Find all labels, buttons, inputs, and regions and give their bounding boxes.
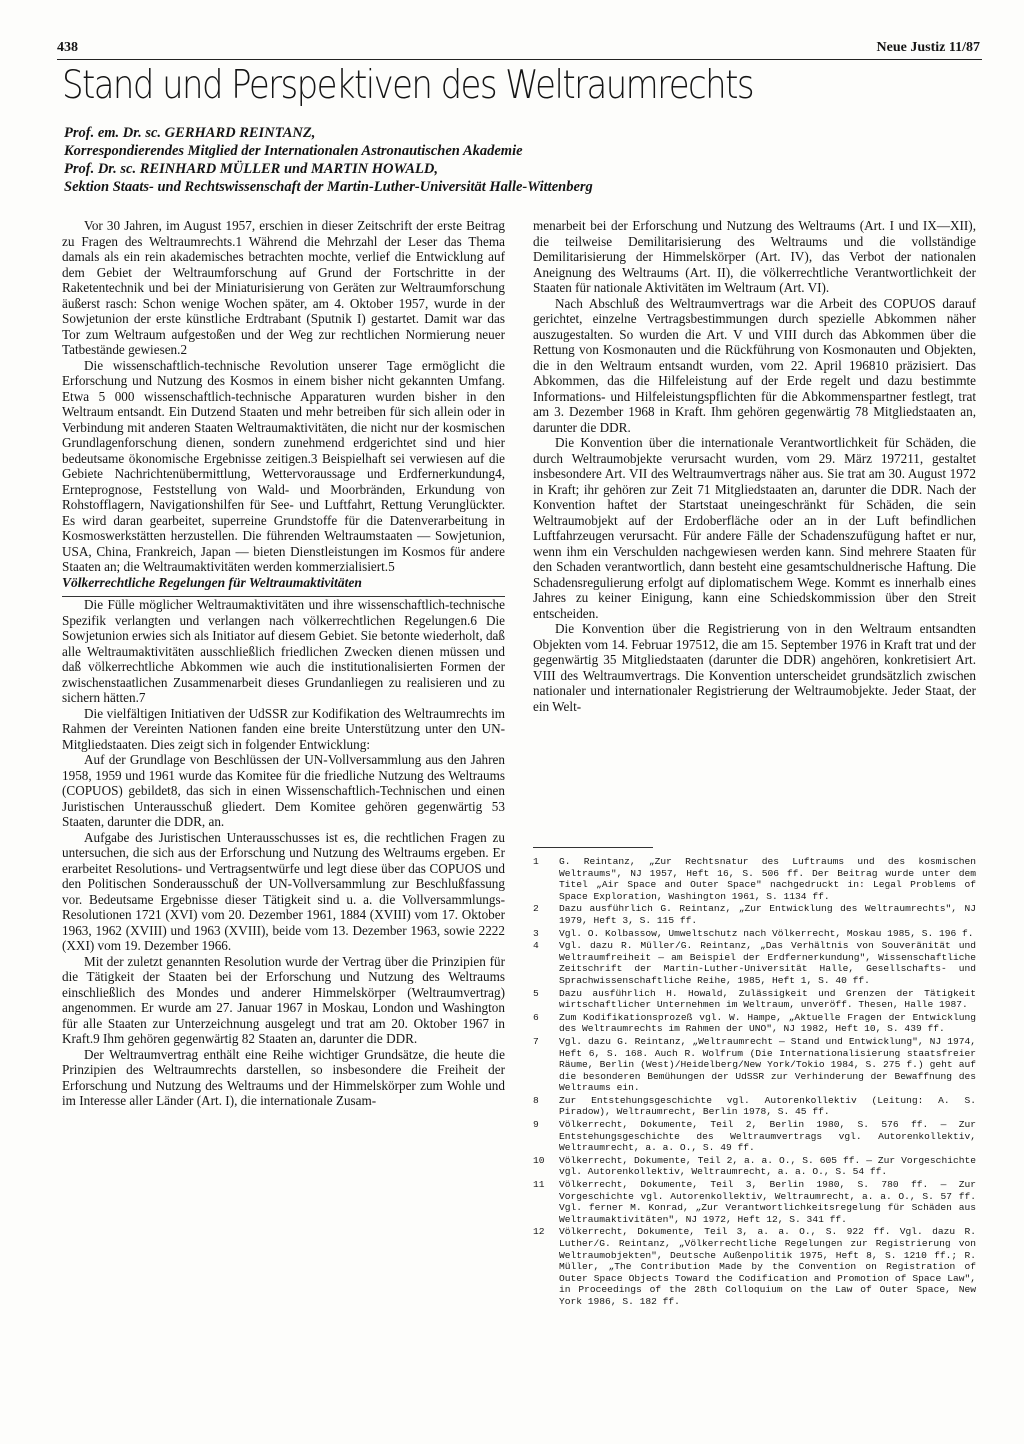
footnotes — [533, 856, 976, 1309]
paragraph: Der Weltraumvertrag enthält eine Reihe wichtiger Grundsätze, die heute die Prinzipien des Weltraumrechts darstellen, so insbesondere die Freiheit der Erforschung und Nutzung des Weltraums und der Himmelskörper zum Wohle und im Interesse aller Länder (Art. I), die internationale Zusam- — [62, 1046, 505, 1108]
footnote-text: Völkerrecht, Dokumente, Teil 2, Berlin 1980, S. 576 ff. — Zur Entstehungsgeschichte des Weltraumvertrags vgl. Autorenkollektiv, Weltraumrecht, a. a. O., S. 49 ff. — [559, 1119, 976, 1154]
journal-reference: Neue Justiz 11/87 — [876, 40, 980, 55]
right-column — [533, 218, 976, 714]
footnote-text: G. Reintanz, „Zur Rechtsnatur des Luftraums und des kosmischen Weltraums", NJ 1957, Heft 16, S. 506 ff. Der Beitrag wurde unter dem Titel „Air Space and Outer Space" nachgedruckt in: Legal Problems of Space Exploration, Washington 1961, S. 1134 ff. — [559, 856, 976, 902]
footnote-text: Vgl. O. Kolbassow, Umweltschutz nach Völkerrecht, Moskau 1985, S. 196 f. — [559, 927, 974, 939]
footnote — [533, 903, 976, 926]
footnote — [533, 940, 976, 986]
footnote-text: Völkerrecht, Dokumente, Teil 3, Berlin 1980, S. 780 ff. — Zur Vorgeschichte vgl. Autorenkollektiv, Weltraumrecht, a. a. O., S. 57 ff. Vgl. ferner M. Konrad, „Zur Verantwortlichkeitsregelung für Schäden aus Weltraumaktivitäten", NJ 1972, Heft 12, S. 341 ff. — [559, 1179, 976, 1225]
paragraph: Die Fülle möglicher Weltraumaktivitäten und ihre wissenschaftlich-technische Spezifik verlangten und verlangen nach völkerrechtlichen Regelungen.6 Die Sowjetunion erwies sich als Initiator auf diesem Gebiet. Sie betonte wiederholt, daß alle Weltraumaktivitäten ausschließlich friedlichen Zwecken dienen müssen und daß völkerrechtliche Abkommen wie auch die institutionalisierten Formen der zwischenstaatlichen Zusammenarbeit dieses Grundanliegen zu realisieren und zu sichern hätten.7 — [62, 597, 505, 705]
footnote-number: 4 — [533, 940, 539, 952]
paragraph: menarbeit bei der Erforschung und Nutzung des Weltraums (Art. I und IX—XII), die teilweise Demilitarisierung des Weltraums und die vollständige Demilitarisierung der Himmelskörper (Art. IV), das Verbot der nationalen Aneignung des Weltraums (Art. II), die völkerrechtliche Verantwortlichkeit der Staaten für nationale Aktivitäten im Weltraum (Art. VI). — [533, 218, 976, 295]
footnote — [533, 1226, 976, 1307]
article-title: Stand und Perspektiven des Weltraumrechts — [62, 63, 753, 108]
paragraph: Vor 30 Jahren, im August 1957, erschien in dieser Zeitschrift der erste Beitrag zu Fragen des Weltraumrechts.1 Während die Mehrzahl der Leser das Thema damals als ein rein akademisches betrachten mochte, verlief die Entwicklung auf dem Gebiet der Weltraumforschung auf Grund der Fortschritte in der Raketentechnik und bei der Miniaturisierung von Geräten zur Weltraumforschung äußerst rasch: Schon wenige Wochen später, am 4. Oktober 1957, wurde in der Sowjetunion der erste künstliche Erdtrabant (Sputnik I) gestartet. Damit war das Tor zum Weltraum aufgestoßen und der Weg zur rechtlichen Normierung neuer Tatbestände gewiesen.2 — [62, 218, 505, 357]
footnote-number: 8 — [533, 1094, 539, 1106]
paragraph: Die wissenschaftlich-technische Revolution unserer Tage ermöglicht die Erforschung und Nutzung des Kosmos in einem bisher nicht gekannten Umfang. Etwa 5 000 wissenschaftlich-technische Apparaturen wurden bisher in den Weltraum entsandt. Ein Dutzend Staaten und mehr betreiben für sich allein oder in Verbindung mit anderen Staaten Weltraumaktivitäten, die nicht nur der kosmischen Grundlagenforschung dienen, sondern zunehmend erdgerichtet sind und hier bedeutsame ökonomische Ergebnisse zeitigen.3 Beispielhaft sei verwiesen auf die Gebiete Nachrichtenübermittlung, Wettervoraussage und Erdfernerkundung4, Ernteprognose, Feststellung von Wald- und Moorbränden, Erkundung von Rohstofflagern, Navigationshilfen für See- und Luftfahrt, Rettung Verunglückter. Es wird daran gearbeitet, superreine Grundstoffe für die Datenverarbeitung in Kosmoswerkstätten herzustellen. Die führenden Weltraumstaaten — Sowjetunion, USA, China, Frankreich, Japan — bieten Dienstleistungen im Kosmos für andere Staaten an; die Weltraumaktivitäten werden kommerzialisiert.5 — [62, 357, 505, 574]
footnote — [533, 1012, 976, 1035]
footnote-number: 10 — [533, 1154, 545, 1166]
author-affiliation: Korrespondierendes Mitglied der Internationalen Astronautischen Akademie — [64, 143, 523, 159]
footnote — [533, 928, 976, 940]
footnote — [533, 1095, 976, 1118]
left-column — [62, 218, 505, 1109]
paragraph: Die Konvention über die Registrierung von in den Weltraum entsandten Objekten vom 14. Februar 197512, die am 15. September 1976 in Kraft trat und der gegenwärtig 35 Mitgliedstaaten (darunter die DDR) angehören, konkretisiert Art. VIII des Weltraumvertrags. Die Konvention unterscheidet grundsätzlich zwischen nationaler und internationaler Registrierung der Weltraumobjekte. Jeder Staat, der ein Welt- — [533, 621, 976, 714]
footnote-number: 7 — [533, 1035, 539, 1047]
footnote-number: 2 — [533, 903, 539, 915]
paragraph: Auf der Grundlage von Beschlüssen der UN-Vollversammlung aus den Jahren 1958, 1959 und 1961 wurde das Komitee für die friedliche Nutzung des Weltraums (COPUOS) gebildet8, das sich in einen Wissenschaftlich-Technischen und einen Juristischen Unterausschuß gliedert. Dem Komitee gehören gegenwärtig 53 Staaten, darunter die DDR, an. — [62, 752, 505, 829]
footnote-text: Völkerrecht, Dokumente, Teil 3, a. a. O., S. 922 ff. Vgl. dazu R. Luther/G. Reintanz, „Völkerrechtliche Regelungen zur Registrierung von Weltraumobjekten", Deutsche Außenpolitik 1975, Heft 8, S. 1210 ff.; R. Müller, „The Contribution Made by the Convention on Registration of Outer Space Objects Toward the Codification and Promotion of Space Law", in Proceedings of the 28th Colloquium on the Law of Outer Space, New York 1986, S. 182 ff. — [559, 1226, 976, 1307]
paragraph: Aufgabe des Juristischen Unterausschusses ist es, die rechtlichen Fragen zu untersuchen, die sich aus der Erforschung und Nutzung des Weltraums ergeben. Er erarbeitet Resolutions- und Vertragsentwürfe und legt diese über das COPUOS und den Politischen Sonderausschuß der UN-Vollversammlung zur Beschlußfassung vor. Bedeutsame Ergebnisse dieser Tätigkeit sind u. a. die Vollversammlungs-Resolutionen 1721 (XVI) vom 20. Dezember 1961, 1884 (XVIII) vom 17. Oktober 1963, 1962 (XVIII) und 1963 (XVIII), beide vom 13. Dezember 1963, sowie 2222 (XXI) vom 19. Dezember 1966. — [62, 829, 505, 953]
footnote — [533, 1155, 976, 1178]
author-affiliation: Sektion Staats- und Rechtswissenschaft der Martin-Luther-Universität Halle-Wittenberg — [64, 179, 593, 195]
footnote-number: 11 — [533, 1179, 545, 1191]
footnote-number: 9 — [533, 1119, 539, 1131]
section-heading: Völkerrechtliche Regelungen für Weltraumaktivitäten — [62, 575, 505, 598]
footnote — [533, 1119, 976, 1154]
paragraph: Die Konvention über die internationale Verantwortlichkeit für Schäden, die durch Weltraumobjekte verursacht wurden, vom 29. März 197211, gestaltet insbesondere Art. VII des Weltraumvertrags näher aus. Sie trat am 30. August 1972 in Kraft; ihr gehören zur Zeit 71 Mitgliedstaaten an, darunter die DDR. Nach der Konvention haftet der Startstaat uneingeschränkt für Schäden, die sein Weltraumobjekt auf der Erdoberfläche oder an in der Luft befindlichen Luftfahrzeugen verursacht. Für andere Fälle der Schadenszufügung haftet er nur, wenn ihm ein Verschulden nachgewiesen werden kann. Sind mehrere Staaten für den Schaden verantwortlich, dann besteht eine gesamtschuldnerische Haftung. Die Schadensregulierung erfolgt auf diplomatischem Wege. Kommt es innerhalb eines Jahres zu keiner Einigung, kann eine Schiedskommission über den Streit entscheiden. — [533, 435, 976, 621]
footnote-number: 3 — [533, 927, 539, 939]
page-number: 438 — [57, 40, 78, 55]
footnote-rule — [533, 847, 653, 848]
paragraph: Nach Abschluß des Weltraumvertrags war die Arbeit des COPUOS darauf gerichtet, einzelne Vertragsbestimmungen durch spezielle Abkommen näher auszugestalten. So wurden die Art. V und VIII durch das Abkommen über die Rettung von Kosmonauten und die Rückführung von Kosmonauten und Objekten, die in den Weltraum entsandt wurden, vom 22. April 196810 präzisiert. Das Abkommen, das die Hilfeleistung auf der Erde regelt und dazu bestimmte Informations- und Hilfeleistungspflichten für die Abkommenspartner festlegt, trat am 3. Dezember 1968 in Kraft. Ihm gehören gegenwärtig 78 Mitgliedstaaten an, darunter die DDR. — [533, 295, 976, 435]
footnote-text: Dazu ausführlich G. Reintanz, „Zur Entwicklung des Weltraumrechts", NJ 1979, Heft 3, S. 115 ff. — [559, 903, 976, 926]
footnote-text: Zum Kodifikationsprozeß vgl. W. Hampe, „Aktuelle Fragen der Entwicklung des Weltraumrechts im Rahmen der UNO", NJ 1982, Heft 10, S. 439 ff. — [559, 1011, 976, 1035]
author-block — [64, 124, 884, 196]
header-rule — [57, 59, 982, 60]
paragraph: Mit der zuletzt genannten Resolution wurde der Vertrag über die Prinzipien für die Tätigkeit der Staaten bei der Erforschung und Nutzung des Weltraums einschließlich des Mondes und anderer Himmelskörper (Weltraumvertrag) angenommen. Er wurde am 27. Januar 1967 in Moskau, London und Washington für alle Staaten zur Unterzeichnung ausgelegt und trat am 20. Oktober 1967 in Kraft.9 Ihm gehören gegenwärtig 82 Staaten an, darunter die DDR. — [62, 953, 505, 1046]
footnote — [533, 988, 976, 1011]
footnote — [533, 1036, 976, 1094]
footnote-number: 12 — [533, 1226, 545, 1238]
footnote-text: Vgl. dazu R. Müller/G. Reintanz, „Das Verhältnis von Souveränität und Weltraumfreiheit — am Beispiel der Erdfernerkundung", Wissenschaftliche Zeitschrift der Martin-Luther-Universität Halle, Gesellschafts- und Sprachwissenschaftliche Reihe, 1985, Heft 1, S. 40 ff. — [559, 940, 976, 986]
footnote-number: 5 — [533, 987, 539, 999]
footnote — [533, 856, 976, 902]
footnote-text: Völkerrecht, Dokumente, Teil 2, a. a. O., S. 605 ff. — Zur Vorgeschichte vgl. Autorenkollektiv, Weltraumrecht, a. a. O., S. 54 ff. — [559, 1154, 976, 1178]
footnote-number: 1 — [533, 856, 539, 867]
footnote-text: Dazu ausführlich H. Howald, Zulässigkeit und Grenzen der Tätigkeit wirtschaftlicher Unternehmen im Weltraum, unveröff. Thesen, Halle 1987. — [559, 987, 976, 1011]
footnote-text: Vgl. dazu G. Reintanz, „Weltraumrecht — Stand und Entwicklung", NJ 1974, Heft 6, S. 168. Auch R. Wolfrum (Die Internationalisierung staatsfreier Räume, Berlin (West)/Heidelberg/New York/Tokio 1984, S. 275 f.) geht auf die besonderen Bemühungen der UdSSR zur Verhinderung der Bewaffnung des Weltraums ein. — [559, 1035, 976, 1094]
author-line: Prof. em. Dr. sc. GERHARD REINTANZ, — [64, 125, 316, 141]
footnote-text: Zur Entstehungsgeschichte vgl. Autorenkollektiv (Leitung: A. S. Piradow), Weltraumrecht, Berlin 1978, S. 45 ff. — [559, 1094, 976, 1118]
author-line: Prof. Dr. sc. REINHARD MÜLLER und MARTIN HOWALD, — [64, 161, 438, 177]
paragraph: Die vielfältigen Initiativen der UdSSR zur Kodifikation des Weltraumrechts im Rahmen der Vereinten Nationen fanden eine breite Unterstützung unter den UN-Mitgliedstaaten. Dies zeigt sich in folgender Entwicklung: — [62, 705, 505, 752]
footnote — [533, 1179, 976, 1225]
footnote-number: 6 — [533, 1011, 539, 1023]
